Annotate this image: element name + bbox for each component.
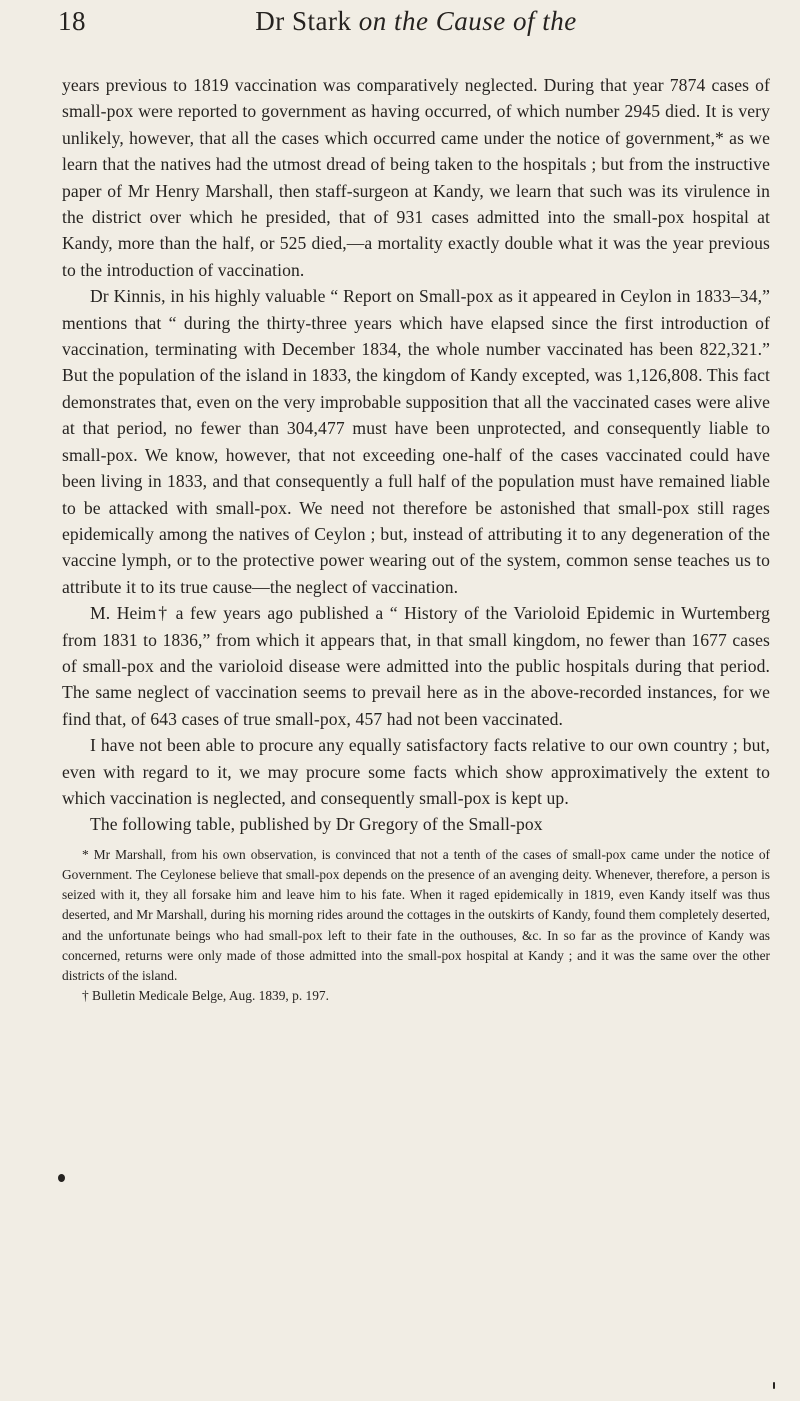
- ink-spot: [773, 1382, 775, 1389]
- paragraph: Dr Kinnis, in his highly valuable “ Report on Small-pox as it appeared in Ceylon in 1833–34,” mentions that “ during the thirty-three years which have elapsed since the first introduction of vaccination, terminating with December 1834, the whole number vaccinated has been 822,321.” But the population of the island in 1833, the kingdom of Kandy excepted, was 1,126,808. This fact demonstrates that, even on the very improbable supposition that all the vaccinated cases were alive at that period, no fewer than 304,477 must have been unprotected, and consequently liable to small-pox. We know, however, that not exceeding one-half of the cases vaccinated could have been living in 1833, and that consequently a full half of the population must have remained liable to be attacked with small-pox. We need not therefore be astonished that small-pox still rages epidemically among the natives of Ceylon ; but, instead of attributing it to any degeneration of the vaccine lymph, or to the protective power wearing out of the system, common sense teaches us to attribute it to its true cause—the neglect of vaccination.: [62, 286, 770, 597]
- page-header: [58, 6, 770, 46]
- running-title: [62, 6, 770, 37]
- paragraph: M. Heim† a few years ago published a “ History of the Varioloid Epidemic in Wurtemberg from 1831 to 1836,” from which it appears that, in that small kingdom, no fewer than 1677 cases of small-pox and the varioloid disease were admitted into the public hospitals during that period. The same neglect of vaccination seems to prevail here as in the above-recorded instances, for we find that, of 643 cases of true small-pox, 457 had not been vaccinated.: [62, 603, 770, 729]
- paragraph: The following table, published by Dr Gregory of the Small-pox: [90, 814, 543, 835]
- footnote: * Mr Marshall, from his own observation, is convinced that not a tenth of the cases of small-pox came under the notice of Government. The Ceylonese believe that small-pox depends on the presence of an avenging deity. Whenever, therefore, a person is seized with it, they all forsake him and leave him to his fate. When it raged epidemically in 1819, even Kandy itself was thus deserted, and Mr Marshall, during his morning rides around the cottages in the outskirts of Kandy, found them completely deserted, and the unfortunate beings who had small-pox left to their fate in the outhouses, &c. In so far as the province of Kandy was concerned, returns were only made of those admitted into the small-pox hospital at Kandy ; and it was the same over the other districts of the island.: [62, 846, 770, 983]
- running-title-italic: on the Cause of the: [358, 6, 577, 36]
- paragraph: I have not been able to procure any equally satisfactory facts relative to our own country ; but, even with regard to it, we may procure some facts which show approximatively the extent to which vaccination is neglected, and consequently small-pox is kept up.: [62, 735, 770, 808]
- paragraph: years previous to 1819 vaccination was comparatively neglected. During that year 7874 cases of small-pox were reported to government as having occurred, of which number 2945 died. It is very unlikely, however, that all the cases which occurred came under the notice of government,* as we learn that the natives had the utmost dread of being taken to the hospitals ; but from the instructive paper of Mr Henry Marshall, then staff-surgeon at Kandy, we learn that such was its virulence in the district over which he presided, that of 931 cases admitted into the small-pox hospital at Kandy, more than the half, or 525 died,—a mortality exactly double what it was the year previous to the introduction of vaccination.: [62, 75, 770, 280]
- footnotes: [62, 845, 770, 1007]
- page-number: 18: [58, 6, 86, 36]
- ink-spot: [58, 1174, 65, 1182]
- running-title-author: Dr Stark: [255, 6, 352, 36]
- book-page: [58, 6, 770, 1006]
- footnote: † Bulletin Medicale Belge, Aug. 1839, p. 197.: [82, 988, 329, 1004]
- body-text: [62, 72, 770, 838]
